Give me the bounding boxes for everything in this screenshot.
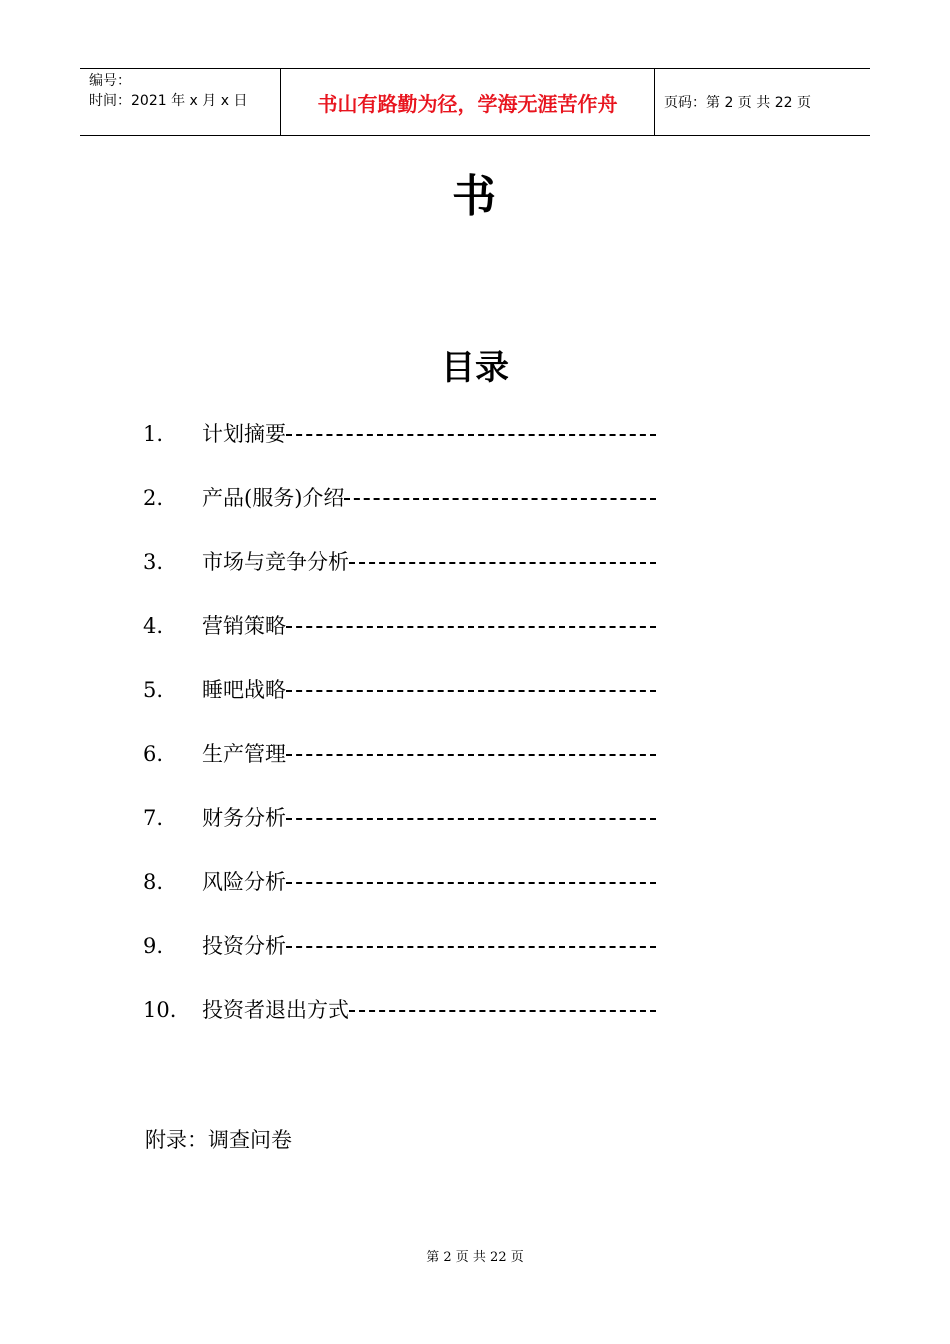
toc-item-text — [202, 544, 656, 580]
toc-item — [143, 864, 703, 900]
toc-item-text — [202, 672, 656, 708]
toc-item-label: 睡吧战略 — [202, 678, 286, 702]
toc-item-label: 风险分析 — [202, 870, 286, 894]
appendix-label: 附录：调查问卷 — [145, 1128, 292, 1152]
toc-item-text — [202, 800, 656, 836]
toc-item-label: 投资者退出方式 — [202, 998, 349, 1022]
toc-item-text — [202, 608, 656, 644]
toc-item-number: 10. — [143, 998, 177, 1022]
page-footer: 第 2 页 共 22 页 — [426, 1250, 524, 1265]
toc-item — [143, 928, 703, 964]
toc-item-number: 9. — [143, 934, 164, 958]
header-page-cell — [655, 69, 870, 135]
toc-leader-line — [349, 1010, 656, 1012]
toc-item-label: 生产管理 — [202, 742, 286, 766]
toc-item-number: 6. — [143, 742, 164, 766]
toc-item-text — [202, 480, 656, 516]
toc-item-label: 市场与竞争分析 — [202, 550, 349, 574]
toc-item-number: 7. — [143, 806, 164, 830]
toc-leader-line — [286, 882, 656, 884]
toc-item-number: 8. — [143, 870, 164, 894]
toc-leader-line — [344, 498, 656, 500]
toc-leader-line — [286, 690, 656, 692]
toc-item — [143, 992, 703, 1028]
toc-heading: 目录 — [441, 348, 509, 388]
toc-item-text — [202, 416, 656, 452]
toc-item-number: 1. — [143, 422, 164, 446]
page-header — [80, 68, 870, 136]
toc-item — [143, 800, 703, 836]
document-date: 时间：2021 年 x 月 x 日 — [89, 93, 248, 109]
toc-item — [143, 544, 703, 580]
toc-item — [143, 672, 703, 708]
toc-item-number: 3. — [143, 550, 164, 574]
toc-item-number: 5. — [143, 678, 164, 702]
toc-leader-line — [286, 818, 656, 820]
toc-item-label: 营销策略 — [202, 614, 286, 638]
toc-item — [143, 416, 703, 452]
toc-item-label: 投资分析 — [202, 934, 286, 958]
toc-leader-line — [286, 754, 656, 756]
header-page-info: 页码：第 2 页 共 22 页 — [664, 95, 811, 111]
toc-item — [143, 736, 703, 772]
toc-item-text — [202, 864, 656, 900]
toc-leader-line — [286, 946, 656, 948]
toc-item-text — [202, 992, 656, 1028]
toc-leader-line — [286, 434, 656, 436]
toc-item-number: 4. — [143, 614, 164, 638]
toc-item-label: 计划摘要 — [202, 422, 286, 446]
toc-leader-line — [349, 562, 656, 564]
toc-item-label: 产品(服务)介绍 — [202, 486, 345, 510]
document-title: 书 — [452, 171, 498, 222]
header-motto: 书山有路勤为径，学海无涯苦作舟 — [317, 91, 618, 116]
toc-item-number: 2. — [143, 486, 164, 510]
document-number-label: 编号： — [89, 73, 131, 89]
toc-item — [143, 480, 703, 516]
toc-item-text — [202, 928, 656, 964]
header-meta-cell — [80, 69, 281, 135]
toc-item-label: 财务分析 — [202, 806, 286, 830]
toc-item-text — [202, 736, 656, 772]
toc-item — [143, 608, 703, 644]
header-motto-cell — [281, 69, 655, 135]
toc-leader-line — [286, 626, 656, 628]
